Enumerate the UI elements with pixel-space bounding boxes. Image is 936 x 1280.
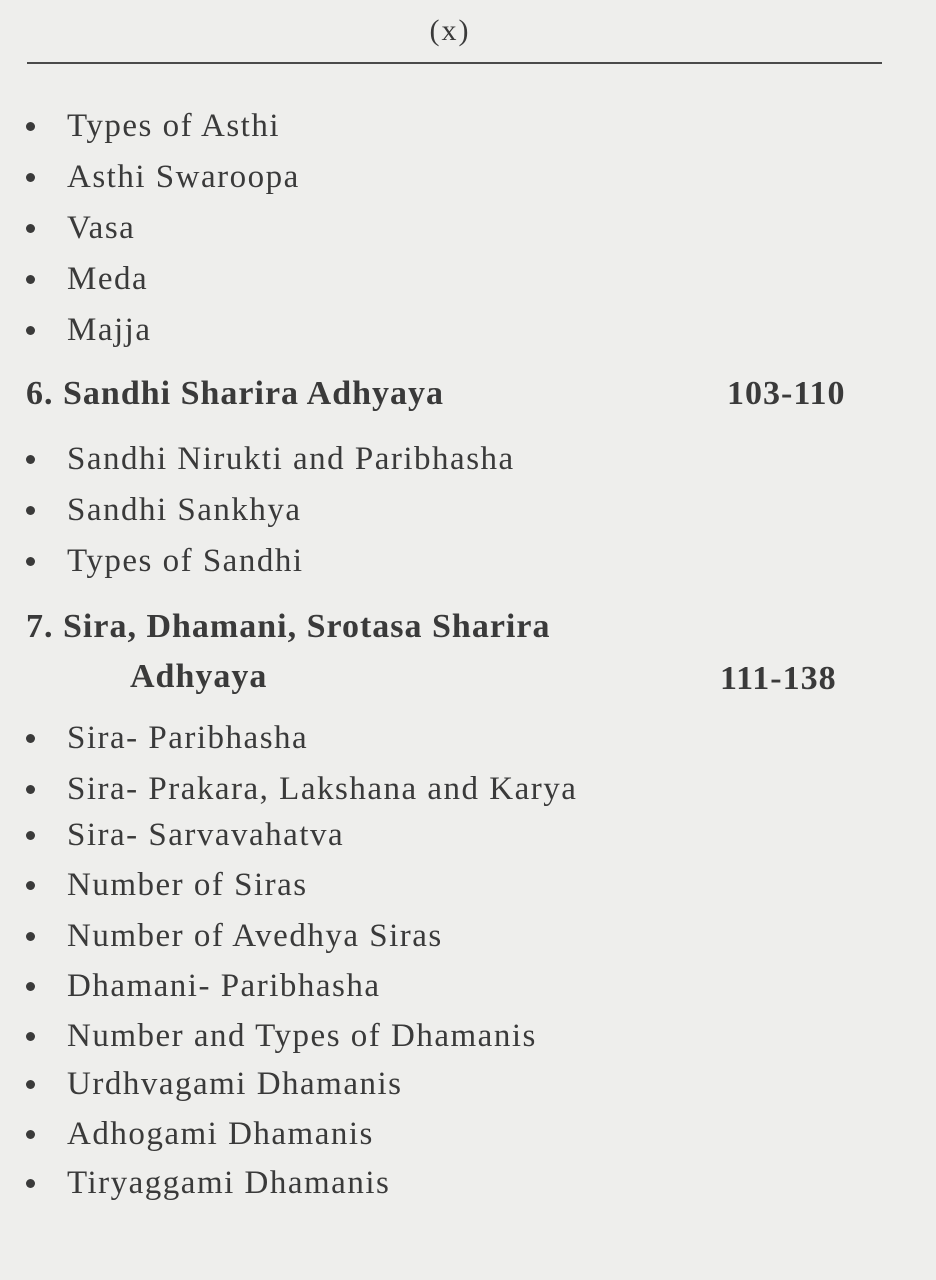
bullet-icon [26, 982, 35, 991]
list-item: Dhamani- Paribhasha [26, 968, 381, 1005]
bullet-icon [26, 1032, 35, 1041]
chapter-title: 7. Sira, Dhamani, Srotasa Sharira [26, 608, 551, 645]
list-item: Adhogami Dhamanis [26, 1116, 374, 1153]
bullet-icon [26, 455, 35, 464]
bullet-icon [26, 557, 35, 566]
list-item: Number of Avedhya Siras [26, 918, 443, 955]
bullet-icon [26, 224, 35, 233]
bullet-icon [26, 1080, 35, 1089]
list-item: Sira- Paribhasha [26, 720, 308, 757]
list-item: Majja [26, 312, 151, 349]
page-number: (x) [429, 14, 471, 47]
bullet-icon [26, 122, 35, 131]
header-rule [27, 62, 882, 64]
list-item: Number and Types of Dhamanis [26, 1018, 537, 1055]
list-item: Tiryaggami Dhamanis [26, 1165, 390, 1202]
list-item: Sira- Prakara, Lakshana and Karya [26, 771, 577, 808]
bullet-icon [26, 785, 35, 794]
bullet-icon [26, 734, 35, 743]
list-item: Types of Asthi [26, 108, 280, 145]
bullet-icon [26, 1179, 35, 1188]
chapter-title-continued: Adhyaya [130, 658, 268, 695]
list-item: Vasa [26, 210, 135, 247]
list-item: Meda [26, 261, 148, 298]
list-item: Urdhvagami Dhamanis [26, 1066, 403, 1103]
bullet-icon [26, 1130, 35, 1139]
list-item: Sandhi Sankhya [26, 492, 302, 529]
list-item: Sandhi Nirukti and Paribhasha [26, 441, 515, 478]
bullet-icon [26, 932, 35, 941]
list-item: Sira- Sarvavahatva [26, 817, 344, 854]
chapter-pages: 111-138 [720, 660, 837, 697]
list-item: Number of Siras [26, 867, 308, 904]
chapter-title: 6. Sandhi Sharira Adhyaya [26, 375, 445, 412]
bullet-icon [26, 881, 35, 890]
list-item: Types of Sandhi [26, 543, 304, 580]
bullet-icon [26, 506, 35, 515]
list-item: Asthi Swaroopa [26, 159, 300, 196]
bullet-icon [26, 173, 35, 182]
bullet-icon [26, 831, 35, 840]
bullet-icon [26, 275, 35, 284]
bullet-icon [26, 326, 35, 335]
chapter-pages: 103-110 [727, 375, 846, 412]
